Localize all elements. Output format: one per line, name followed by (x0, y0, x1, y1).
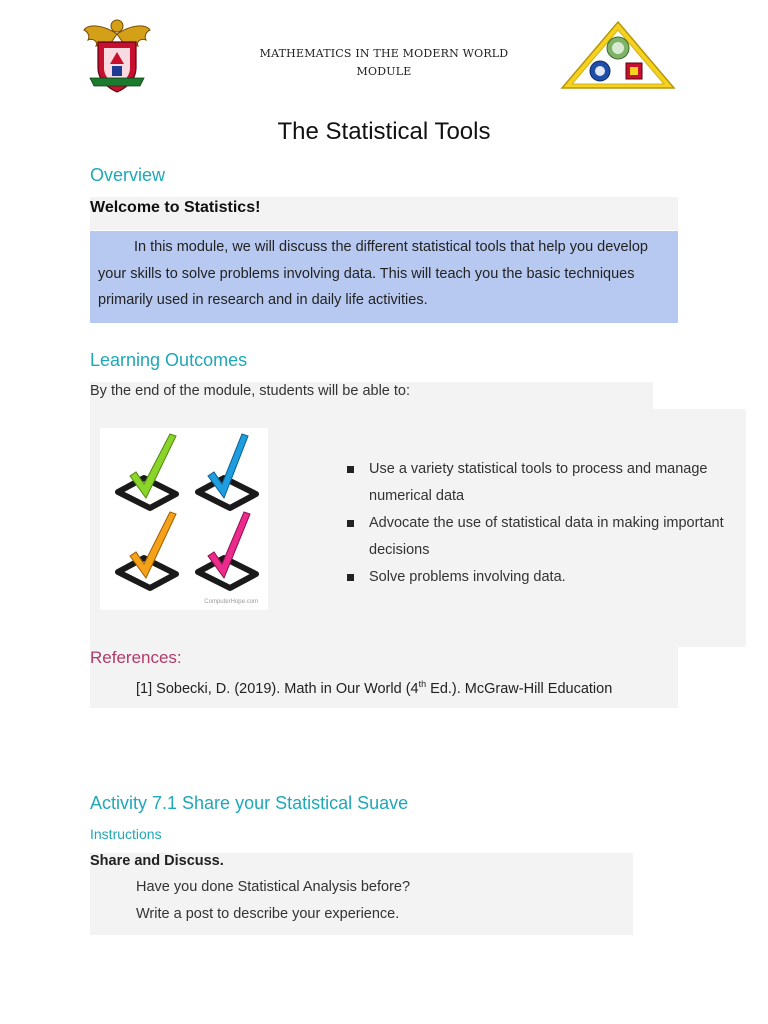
references-heading: References: (90, 648, 182, 667)
intro-paragraph: In this module, we will discuss the different statistical tools that help you develop your skills to solve problems involving data. This will teach you the basic techniques primarily used in research and in daily life activities. (98, 239, 648, 308)
share-title: Share and Discuss. (90, 853, 224, 869)
image-caption: ComputerHope.com (204, 599, 258, 605)
square-bullet-icon (347, 574, 354, 581)
list-item (345, 564, 745, 591)
list-item (345, 510, 745, 564)
overview-heading: Overview (90, 165, 166, 185)
university-seal-logo (82, 16, 152, 94)
outcome-text: Advocate the use of statistical data in making important decisions (369, 515, 724, 558)
square-bullet-icon (347, 466, 354, 473)
instructions-heading: Instructions (90, 826, 162, 842)
page-title: The Statistical Tools (277, 118, 491, 145)
header-line2: MODULE (356, 65, 412, 78)
outcomes-list (345, 456, 745, 591)
outcome-text: Use a variety statistical tools to process and manage numerical data (369, 461, 708, 504)
outcomes-intro-text: By the end of the module, students will be able to: (90, 383, 411, 399)
reference-text-before: [1] Sobecki, D. (2019). Math in Our World (4 (136, 680, 419, 697)
module-header (250, 45, 518, 81)
square-bullet-icon (347, 520, 354, 527)
checklist-image (100, 428, 268, 610)
outcome-text: Solve problems involving data. (369, 569, 566, 585)
header-line1: MATHEMATICS IN THE MODERN WORLD (259, 47, 509, 60)
learning-outcomes-heading: Learning Outcomes (90, 350, 248, 370)
reference-superscript: th (418, 679, 427, 689)
reference-item (136, 679, 612, 697)
activity-task: Write a post to describe your experience. (136, 906, 400, 922)
triangle-seals-logo (560, 20, 676, 90)
reference-text-after: Ed.). McGraw-Hill Education (426, 680, 613, 697)
activity-heading: Activity 7.1 Share your Statistical Suave (90, 793, 409, 813)
list-item (345, 456, 745, 510)
activity-question: Have you done Statistical Analysis before? (136, 879, 411, 895)
welcome-text: Welcome to Statistics! (90, 199, 261, 216)
